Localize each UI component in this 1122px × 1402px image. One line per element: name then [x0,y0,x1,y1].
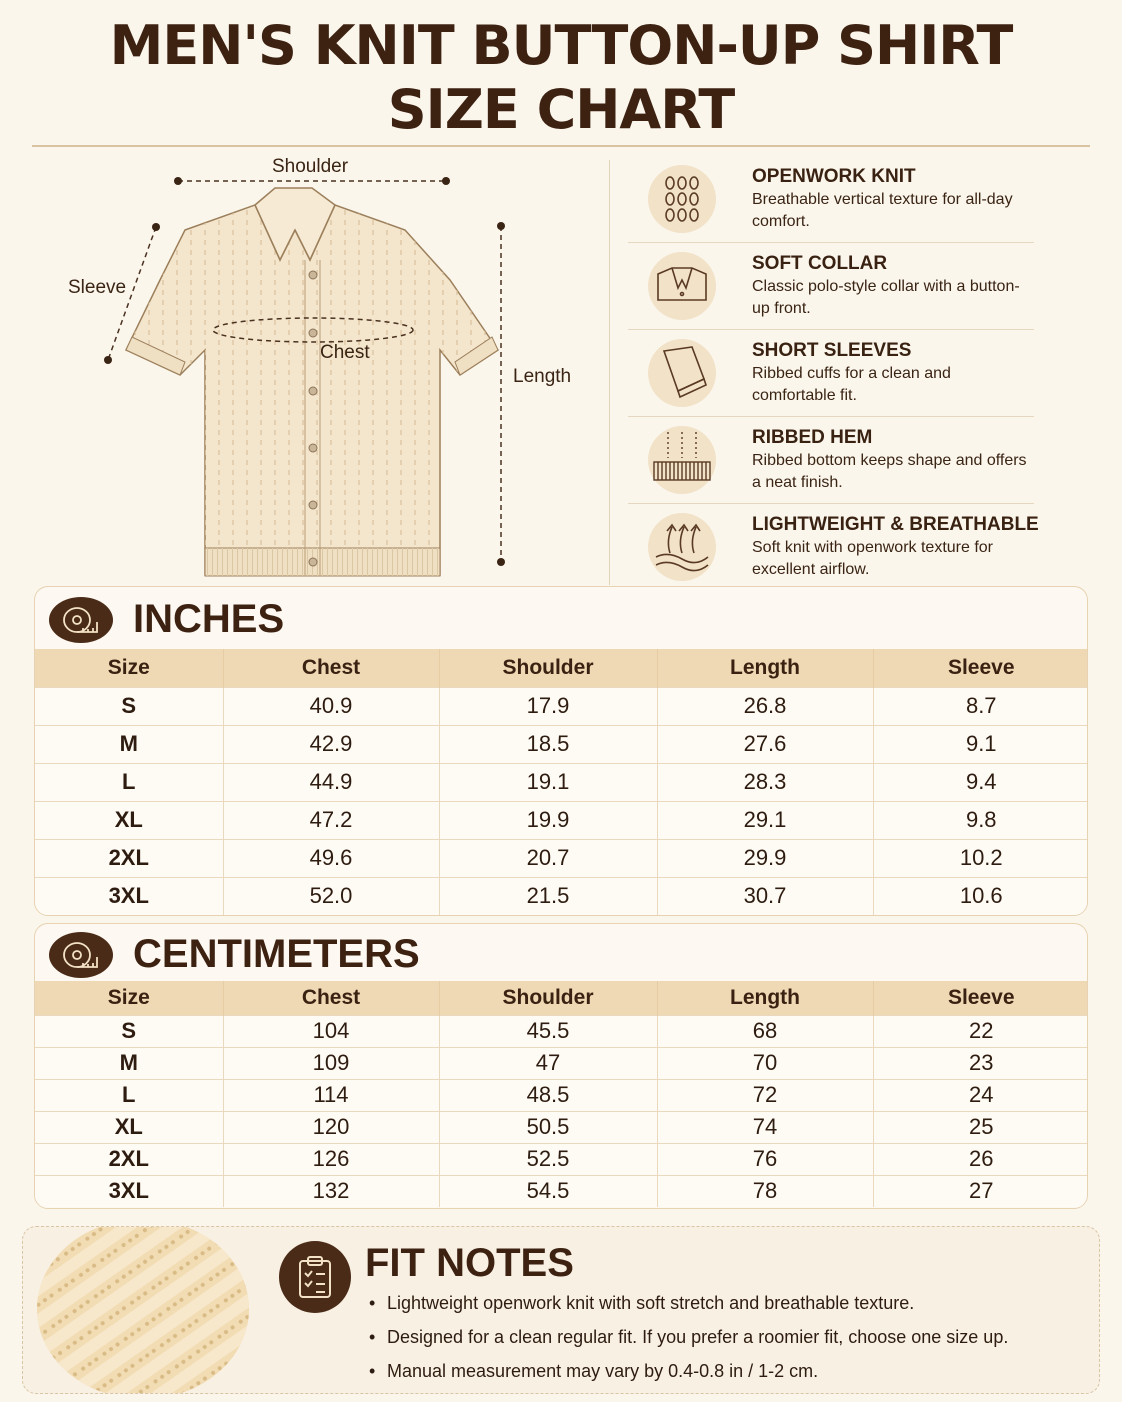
shoulder-label: Shoulder [272,156,349,177]
sleeve-cell: 22 [873,1015,1088,1047]
sleeve-cuff-icon [648,339,716,407]
col-header-length: Length [657,981,873,1015]
chest-cell: 44.9 [223,763,439,801]
sleeve-label: Sleeve [68,277,127,298]
ribbed-hem-icon [648,426,716,494]
inches-table [35,649,1088,915]
size-cell: 3XL [35,1175,223,1207]
length-cell: 68 [657,1015,873,1047]
size-cell: 3XL [35,877,223,915]
sleeve-cell: 26 [873,1143,1088,1175]
chest-cell: 126 [223,1143,439,1175]
feature-item [628,243,1034,330]
shoulder-cell: 48.5 [439,1079,657,1111]
size-cell: L [35,1079,223,1111]
feature-title: SHORT SLEEVES [752,340,912,361]
col-header-sleeve: Sleeve [873,649,1088,687]
airflow-icon [648,513,716,581]
inches-header [35,587,1087,649]
chest-cell: 42.9 [223,725,439,763]
shoulder-cell: 52.5 [439,1143,657,1175]
centimeters-header [35,924,1087,981]
col-header-shoulder: Shoulder [439,981,657,1015]
length-cell: 28.3 [657,763,873,801]
feature-title: SOFT COLLAR [752,253,888,274]
sleeve-cell: 23 [873,1047,1088,1079]
length-cell: 76 [657,1143,873,1175]
table-row [35,725,1088,763]
feature-desc: Breathable vertical texture for all-day comfort. [752,191,1013,230]
shoulder-cell: 19.1 [439,763,657,801]
length-cell: 29.9 [657,839,873,877]
collar-icon [648,252,716,320]
chest-cell: 52.0 [223,877,439,915]
table-row [35,877,1088,915]
list-item: • Lightweight openwork knit with soft stretch and breathable texture. [369,1291,1008,1325]
table-row [35,1079,1088,1111]
shoulder-cell: 21.5 [439,877,657,915]
clipboard-icon [279,1241,351,1313]
size-cell: S [35,1015,223,1047]
fit-notes-list [369,1291,1008,1393]
centimeters-panel [34,923,1088,1209]
length-cell: 70 [657,1047,873,1079]
col-header-length: Length [657,649,873,687]
chest-cell: 109 [223,1047,439,1079]
length-cell: 27.6 [657,725,873,763]
sleeve-cell: 24 [873,1079,1088,1111]
length-cell: 26.8 [657,687,873,725]
length-cell: 74 [657,1111,873,1143]
chest-cell: 132 [223,1175,439,1207]
col-header-chest: Chest [223,981,439,1015]
shirt-diagram [30,150,605,582]
shoulder-cell: 20.7 [439,839,657,877]
inches-title: INCHES [133,597,285,641]
feature-title: RIBBED HEM [752,427,873,448]
shoulder-cell: 50.5 [439,1111,657,1143]
length-label: Length [513,366,572,387]
feature-item [628,156,1034,243]
table-row [35,687,1088,725]
title-line-1: MEN'S KNIT BUTTON-UP SHIRT [109,14,1013,77]
feature-title: OPENWORK KNIT [752,166,916,187]
table-row [35,1111,1088,1143]
length-cell: 30.7 [657,877,873,915]
chest-cell: 120 [223,1111,439,1143]
size-cell: 2XL [35,839,223,877]
table-row [35,1015,1088,1047]
shoulder-cell: 19.9 [439,801,657,839]
centimeters-title: CENTIMETERS [133,932,420,976]
chest-cell: 104 [223,1015,439,1047]
feature-item [628,330,1034,417]
sleeve-cell: 10.2 [873,839,1088,877]
centimeters-table [35,981,1088,1207]
col-header-chest: Chest [223,649,439,687]
sleeve-cell: 9.4 [873,763,1088,801]
col-header-size: Size [35,649,223,687]
fit-notes-panel [22,1226,1100,1394]
table-row [35,763,1088,801]
size-cell: XL [35,801,223,839]
feature-desc: Ribbed bottom keeps shape and offers a neat finish. [752,452,1027,491]
sleeve-cell: 10.6 [873,877,1088,915]
table-row [35,1143,1088,1175]
chest-cell: 49.6 [223,839,439,877]
list-item: • Manual measurement may vary by 0.4-0.8 in / 1-2 cm. [369,1359,1008,1393]
chest-label: Chest [320,342,370,363]
size-cell: M [35,1047,223,1079]
sleeve-cell: 25 [873,1111,1088,1143]
feature-desc: Soft knit with openwork texture for excellent airflow. [752,539,993,578]
feature-desc: Ribbed cuffs for a clean and comfortable fit. [752,365,951,404]
title-divider [32,145,1090,147]
sleeve-cell: 8.7 [873,687,1088,725]
sleeve-cell: 9.8 [873,801,1088,839]
knit-pattern-icon [648,165,716,233]
chest-cell: 40.9 [223,687,439,725]
feature-item [628,504,1039,591]
fabric-texture-image [37,1226,249,1394]
shoulder-cell: 17.9 [439,687,657,725]
inches-panel [34,586,1088,916]
tape-measure-icon [49,932,113,978]
shoulder-cell: 45.5 [439,1015,657,1047]
tape-measure-icon [49,597,113,643]
feature-desc: Classic polo-style collar with a button-up front. [752,278,1020,317]
size-cell: M [35,725,223,763]
table-row [35,839,1088,877]
length-cell: 29.1 [657,801,873,839]
size-cell: S [35,687,223,725]
sleeve-cell: 9.1 [873,725,1088,763]
table-row [35,801,1088,839]
list-item: • Designed for a clean regular fit. If you prefer a roomier fit, choose one size up. [369,1325,1008,1359]
feature-list [628,156,1039,591]
size-cell: 2XL [35,1143,223,1175]
size-cell: L [35,763,223,801]
col-header-sleeve: Sleeve [873,981,1088,1015]
shoulder-cell: 47 [439,1047,657,1079]
table-row [35,1175,1088,1207]
table-row [35,1047,1088,1079]
col-header-size: Size [35,981,223,1015]
sleeve-cell: 27 [873,1175,1088,1207]
feature-item [628,417,1034,504]
shoulder-cell: 54.5 [439,1175,657,1207]
size-cell: XL [35,1111,223,1143]
page-title [0,14,1122,142]
length-cell: 72 [657,1079,873,1111]
shoulder-cell: 18.5 [439,725,657,763]
feature-title: LIGHTWEIGHT & BREATHABLE [752,514,1039,535]
title-line-2: SIZE CHART [387,78,735,141]
chest-cell: 47.2 [223,801,439,839]
chest-cell: 114 [223,1079,439,1111]
section-divider [609,160,610,585]
col-header-shoulder: Shoulder [439,649,657,687]
length-cell: 78 [657,1175,873,1207]
fit-notes-title: FIT NOTES [365,1241,574,1285]
